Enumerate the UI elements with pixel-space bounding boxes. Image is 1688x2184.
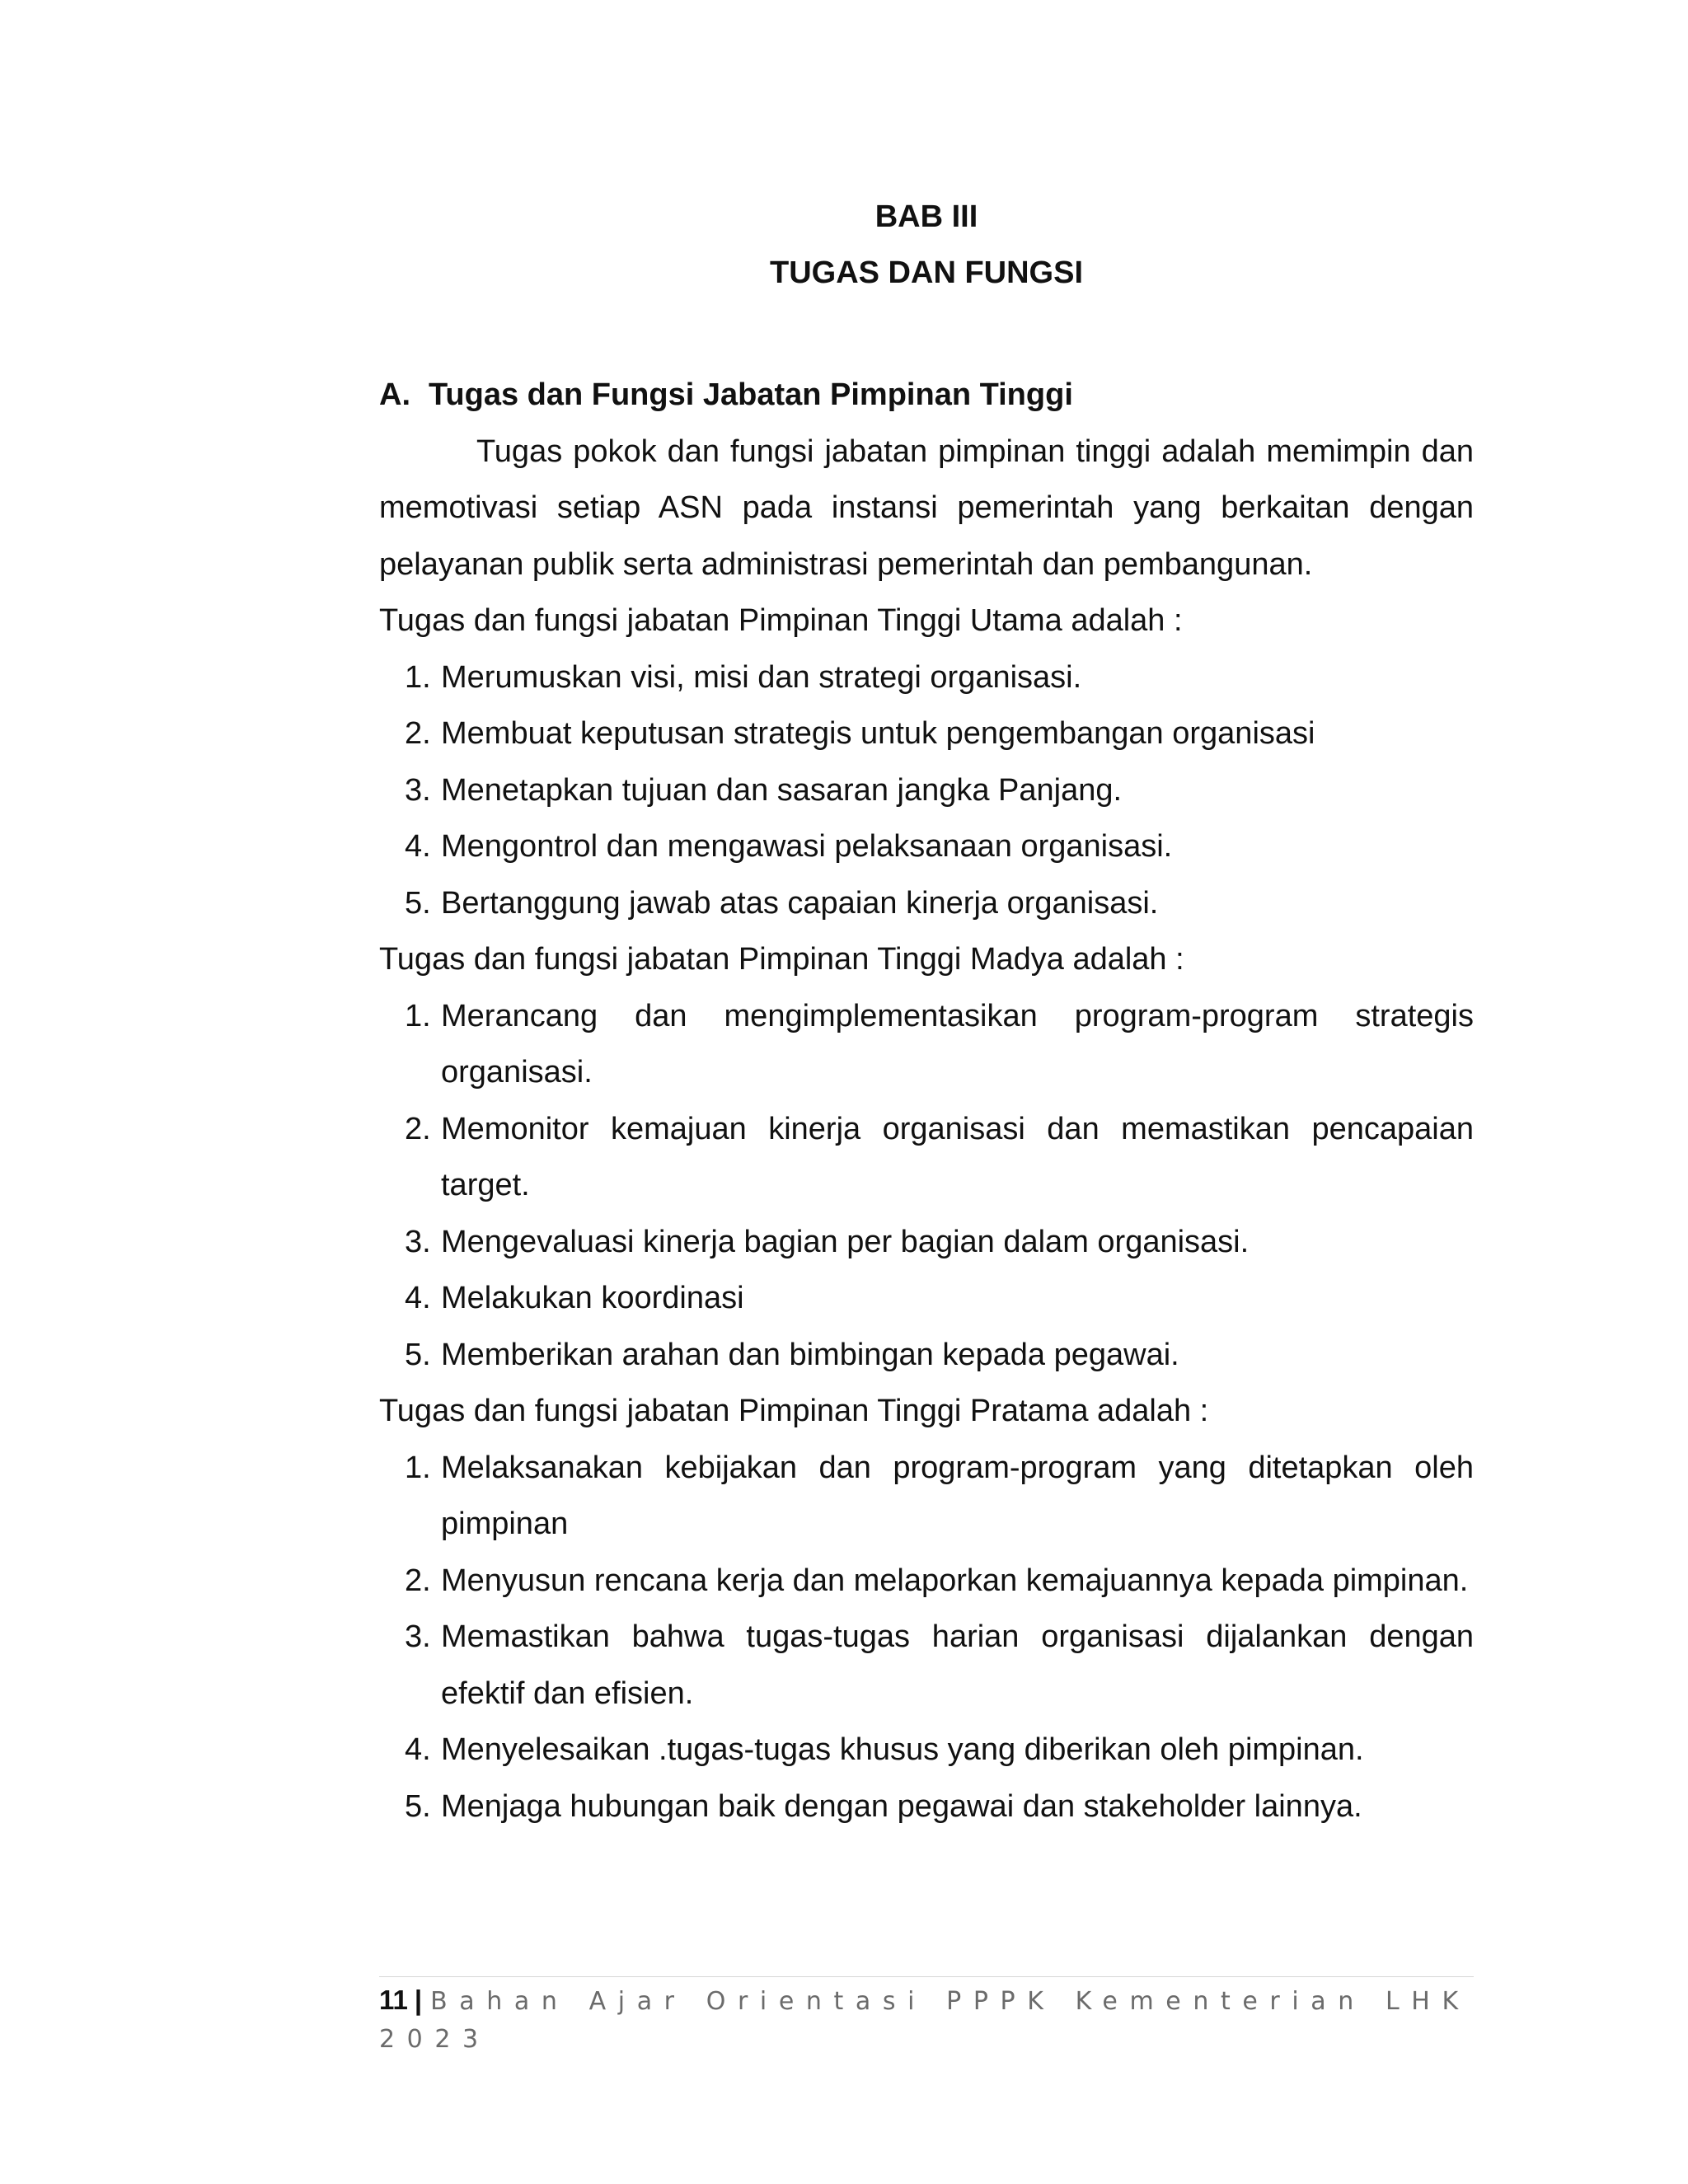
- list-number: 5.: [405, 1337, 431, 1372]
- list-item: [379, 1214, 1474, 1271]
- list-text: Mengontrol dan mengawasi pelaksanaan organisasi.: [441, 829, 1173, 864]
- page-footer: [379, 1976, 1474, 2058]
- list-number: 2.: [405, 716, 431, 751]
- list-item: [379, 1270, 1474, 1327]
- list-item: [379, 1722, 1474, 1779]
- group-utama: [379, 593, 1474, 931]
- list-item: [379, 705, 1474, 762]
- list-text: Menetapkan tujuan dan sasaran jangka Panjang.: [441, 772, 1123, 808]
- list-number: 1.: [405, 1450, 431, 1485]
- footer-separator: |: [414, 1985, 423, 2015]
- list-item: [379, 1327, 1474, 1384]
- list-item: [379, 875, 1474, 932]
- numbered-list: [379, 1440, 1474, 1835]
- numbered-list: [379, 988, 1474, 1384]
- list-number: 3.: [405, 1619, 431, 1654]
- list-text: Merancang dan mengimplementasikan program-program strategis organisasi.: [441, 998, 1474, 1090]
- list-text: Mengevaluasi kinerja bagian per bagian dalam organisasi.: [441, 1224, 1250, 1259]
- list-number: 4.: [405, 829, 431, 864]
- group-intro: Tugas dan fungsi jabatan Pimpinan Tinggi Pratama adalah :: [379, 1394, 1209, 1428]
- list-number: 3.: [405, 1224, 431, 1259]
- list-number: 4.: [405, 1281, 431, 1315]
- list-text: Memberikan arahan dan bimbingan kepada pegawai.: [441, 1337, 1179, 1372]
- page-content: [379, 367, 1474, 1835]
- chapter-number: BAB III: [874, 199, 978, 234]
- list-number: 5.: [405, 885, 431, 921]
- list-item: [379, 649, 1474, 706]
- section-heading: [379, 367, 1474, 424]
- list-text: Bertanggung jawab atas capaian kinerja organisasi.: [441, 885, 1159, 921]
- list-item: [379, 818, 1474, 875]
- list-text: Menyusun rencana kerja dan melaporkan kemajuannya kepada pimpinan.: [441, 1563, 1469, 1598]
- running-title: Bahan Ajar Orientasi PPPK Kementerian LHK 2023: [379, 1987, 1470, 2054]
- list-text: Melakukan koordinasi: [441, 1281, 744, 1315]
- list-text: Menyelesaikan .tugas-tugas khusus yang diberikan oleh pimpinan.: [441, 1732, 1364, 1767]
- list-item: [379, 1779, 1474, 1835]
- list-item: [379, 1440, 1474, 1553]
- list-number: 5.: [405, 1788, 431, 1824]
- list-text: Merumuskan visi, misi dan strategi organisasi.: [441, 659, 1082, 695]
- list-number: 1.: [405, 998, 431, 1033]
- list-text: Memonitor kemajuan kinerja organisasi dan memastikan pencapaian target.: [441, 1111, 1474, 1202]
- group-pratama: [379, 1383, 1474, 1835]
- page-number: 11: [379, 1985, 408, 2015]
- list-number: 2.: [405, 1111, 431, 1146]
- list-text: Memastikan bahwa tugas-tugas harian organisasi dijalankan dengan efektif dan efisien.: [441, 1619, 1474, 1711]
- numbered-list: [379, 649, 1474, 932]
- list-text: Melaksanakan kebijakan dan program-program yang ditetapkan oleh pimpinan: [441, 1450, 1474, 1541]
- list-item: [379, 1101, 1474, 1214]
- section-title: Tugas dan Fungsi Jabatan Pimpinan Tinggi: [429, 377, 1073, 412]
- section-paragraph: Tugas pokok dan fungsi jabatan pimpinan tinggi adalah memimpin dan memotivasi setiap ASN pada instansi pemerintah yang berkaitan dengan pelayanan publik serta administrasi pemerintah dan pembangunan.: [379, 434, 1474, 582]
- group-madya: [379, 931, 1474, 1383]
- section-letter: A.: [379, 377, 410, 412]
- list-item: [379, 762, 1474, 819]
- list-number: 4.: [405, 1732, 431, 1767]
- list-text: Menjaga hubungan baik dengan pegawai dan stakeholder lainnya.: [441, 1788, 1362, 1824]
- list-number: 2.: [405, 1563, 431, 1598]
- list-item: [379, 988, 1474, 1101]
- list-number: 3.: [405, 772, 431, 808]
- list-text: Membuat keputusan strategis untuk pengembangan organisasi: [441, 716, 1315, 751]
- list-item: [379, 1609, 1474, 1722]
- chapter-title: TUGAS DAN FUNGSI: [770, 255, 1083, 290]
- group-intro: Tugas dan fungsi jabatan Pimpinan Tinggi Utama adalah :: [379, 603, 1183, 638]
- group-intro: Tugas dan fungsi jabatan Pimpinan Tinggi Madya adalah :: [379, 942, 1184, 977]
- list-number: 1.: [405, 659, 431, 695]
- list-item: [379, 1553, 1474, 1610]
